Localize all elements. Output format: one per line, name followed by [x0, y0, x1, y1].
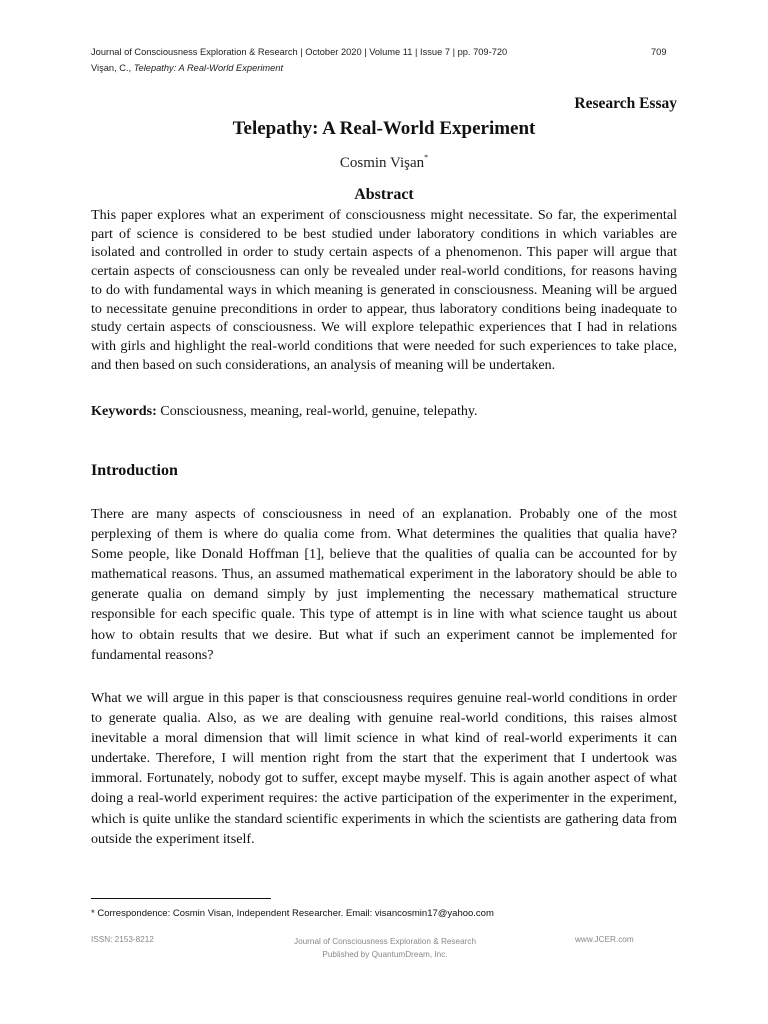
keywords-label: Keywords: [91, 403, 157, 419]
footer-url: www.JCER.com [575, 935, 634, 944]
section-heading-introduction: Introduction [91, 462, 178, 479]
author-name [0, 153, 768, 172]
keywords-list: Consciousness, meaning, real-world, genuine, telepathy. [160, 403, 478, 419]
running-header-journal: Journal of Consciousness Exploration & Research | October 2020 | Volume 11 | Issue 7 | pp. 709-720 [91, 47, 508, 57]
intro-paragraph-2: What we will argue in this paper is that consciousness requires genuine real-world conditions in order to generate qualia. Also, as we are dealing with genuine real-world conditions, this raises almost inevitable a moral dimension that will limit science in what kind of real-world experiments it can undertake. Therefore, I will mention right from the start that the experiment that I undertook was immoral. Fortunately, nobody got to suffer, except maybe myself. This is again another aspect of what doing a real-world experiment requires: the active participation of the experimenter in the experiment, which is quite unlike the standard scientific experiments in which the scientists are gathering data from outside the experiment itself. [91, 690, 677, 847]
footer-journal-block [250, 935, 520, 961]
page-number: 709 [651, 47, 667, 57]
footer-publisher: Published by QuantumDream, Inc. [322, 950, 448, 959]
paper-title: Telepathy: A Real-World Experiment [232, 118, 536, 139]
running-header-author: Vişan, C., [91, 63, 132, 73]
running-header-title: Telepathy: A Real-World Experiment [133, 63, 284, 73]
author-footnote-mark: * [424, 153, 429, 162]
abstract-text: This paper explores what an experiment of consciousness might necessitate. So far, the experimental part of science is considered to be best studied under laboratory conditions in which variables are isolated and controlled in order to study certain aspects of a phenomenon. This paper will argue that certain aspects of consciousness can only be revealed under real-world conditions, for reasons having to do with fundamental ways in which meaning is generated in consciousness. Meaning will be argued to necessitate genuine preconditions in order to appear, thus laboratory conditions being inadequate to study certain aspects of consciousness. We will explore telepathic experiences that I had in relations with girls and highlight the real-world conditions that were needed for such experiences to take place, and then based on such considerations, an analysis of meaning will be undertaken. [91, 207, 677, 373]
keywords [91, 402, 677, 421]
footnote-divider [91, 898, 271, 899]
intro-paragraph-1: There are many aspects of consciousness in need of an explanation. Probably one of the most perplexing of them is where do qualia come from. What determines the qualities that qualia have? Some people, like Donald Hoffman [1], believe that the qualities of qualia can be accounted for by mathematical reasons. Thus, an assumed mathematical experiment in the laboratory should be able to generate qualia on demand simply by just implementing the necessary mathematical structure responsible for each specific quale. This type of attempt is in line with what science taught us about how to obtain results that we desire. But what if such an experiment cannot be implemented for fundamental reasons? [91, 506, 677, 663]
article-type: Research Essay [574, 95, 677, 112]
abstract-heading: Abstract [354, 186, 414, 203]
footer-journal: Journal of Consciousness Exploration & Research [293, 937, 477, 946]
footer-issn: ISSN: 2153-8212 [91, 935, 154, 944]
running-header-citation [91, 63, 283, 73]
footnote-correspondence: * Correspondence: Cosmin Visan, Independent Researcher. Email: visancosmin17@yahoo.com [91, 908, 494, 919]
author-text: Cosmin Vişan [339, 155, 425, 171]
